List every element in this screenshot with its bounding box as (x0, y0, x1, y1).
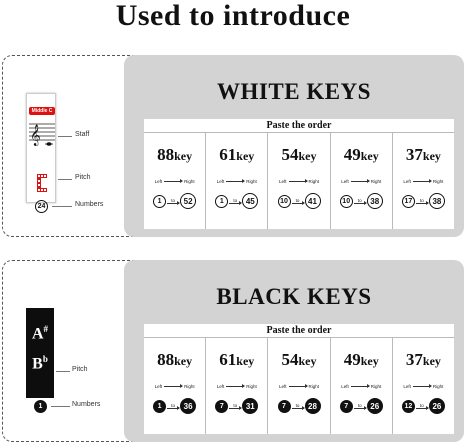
to-arrow: to (354, 198, 366, 204)
arrow-right-icon (351, 386, 369, 387)
number-range (331, 193, 392, 209)
start-number-circle: 10 (278, 195, 291, 208)
to-arrow: to (292, 198, 304, 204)
number-range (144, 398, 205, 414)
black-keys-order-card (144, 324, 454, 434)
key-column-37 (393, 338, 454, 434)
left-right-direction: Left Right (341, 384, 382, 389)
sharp-note-label: A# (31, 324, 49, 343)
arrow-right-icon (226, 181, 244, 182)
pitch-label: Pitch (72, 366, 88, 373)
start-number-circle: 7 (340, 400, 353, 413)
start-number-circle: 1 (153, 195, 166, 208)
white-key-sticker (26, 93, 56, 203)
arrow-right-icon (351, 181, 369, 182)
number-range (268, 193, 329, 209)
key-column-54 (268, 338, 330, 434)
black-keys-section (2, 260, 464, 442)
illustration-frame (2, 260, 142, 442)
start-number-circle: 12 (402, 400, 415, 413)
number-range (206, 193, 267, 209)
key-column-54 (268, 133, 330, 229)
key-count: 37key (405, 145, 441, 164)
left-right-direction: Left Right (341, 179, 382, 184)
left-right-direction: Left Right (216, 384, 257, 389)
key-count: 49key (343, 350, 379, 369)
key-count: 61key (219, 145, 255, 164)
key-column-37 (393, 133, 454, 229)
flat-note-label: $B^b$ (32, 354, 48, 373)
white-keys-heading: WHITE KEYS (217, 79, 371, 104)
key-count: 61key (219, 350, 255, 369)
key-count: 49key (343, 145, 379, 164)
key-count: 54key (281, 145, 317, 164)
start-number-circle: 1 (215, 195, 228, 208)
to-arrow: to (167, 403, 179, 409)
end-number-circle: 36 (180, 398, 196, 414)
white-keys-panel (124, 55, 464, 237)
left-right-direction: Left Right (154, 384, 195, 389)
end-number-circle: 45 (242, 193, 258, 209)
middle-c-badge: Middle C (29, 107, 55, 115)
number-range (144, 193, 205, 209)
number-range (393, 398, 454, 414)
arrow-right-icon (289, 181, 307, 182)
page-title: Used to introduce (115, 0, 351, 32)
end-number-circle: 31 (242, 398, 258, 414)
white-keys-section (2, 55, 464, 237)
number-range (331, 398, 392, 414)
start-number-circle: 7 (278, 400, 291, 413)
key-count: 54key (281, 350, 317, 369)
key-column-61 (206, 133, 268, 229)
staff-leader-line (58, 136, 72, 137)
number-range (268, 398, 329, 414)
start-number-circle: 17 (402, 195, 415, 208)
arrow-right-icon (413, 181, 431, 182)
key-column-49 (331, 338, 393, 434)
left-right-direction: Left Right (278, 384, 320, 389)
numbers-label: Numbers (75, 201, 104, 208)
key-count: 37key (405, 350, 441, 369)
arrow-right-icon (289, 386, 307, 387)
start-number-circle: 7 (215, 400, 228, 413)
end-number-circle: 38 (367, 193, 383, 209)
paste-order-label: Paste the order (144, 119, 454, 133)
to-arrow: to (229, 198, 241, 204)
end-number-circle: 26 (429, 398, 445, 414)
to-arrow: to (167, 198, 179, 204)
arrow-right-icon (164, 386, 182, 387)
start-number-circle: 10 (340, 195, 353, 208)
white-keys-order-card (144, 119, 454, 229)
pitch-leader-line (56, 371, 70, 372)
illustration-frame (2, 55, 142, 237)
black-key-sticker (26, 308, 54, 398)
to-arrow: to (416, 403, 428, 409)
end-number-circle: 41 (305, 193, 321, 209)
numbers-leader-line (52, 206, 72, 207)
key-count: 88key (157, 350, 193, 369)
to-arrow: to (292, 403, 304, 409)
left-right-direction: Left Right (216, 179, 257, 184)
key-column-88 (144, 338, 206, 434)
end-number-circle: 52 (180, 193, 196, 209)
key-count: 88key (157, 145, 193, 164)
arrow-right-icon (226, 386, 244, 387)
paste-order-label: Paste the order (144, 324, 454, 338)
key-columns (144, 338, 454, 434)
key-column-49 (331, 133, 393, 229)
numbers-leader-line (51, 406, 70, 407)
numbers-label: Numbers (72, 401, 101, 408)
number-range (206, 398, 267, 414)
left-right-direction: Left Right (154, 179, 195, 184)
svg-text:𝄞: 𝄞 (30, 125, 41, 146)
to-arrow: to (229, 403, 241, 409)
black-keys-panel (124, 260, 464, 442)
treble-staff-icon (29, 118, 55, 148)
staff-label: Staff (75, 131, 90, 138)
arrow-right-icon (164, 181, 182, 182)
left-right-direction: Left Right (403, 384, 444, 389)
pitch-label: Pitch (75, 174, 91, 181)
key-columns (144, 133, 454, 229)
start-number-circle: 1 (153, 400, 166, 413)
key-column-61 (206, 338, 268, 434)
pitch-c-icon (35, 172, 49, 194)
sample-number-circle: 1 (34, 400, 47, 413)
to-arrow: to (354, 403, 366, 409)
left-right-direction: Left Right (278, 179, 320, 184)
end-number-circle: 28 (305, 398, 321, 414)
to-arrow: to (416, 198, 428, 204)
left-right-direction: Left Right (403, 179, 444, 184)
pitch-leader-line (58, 179, 72, 180)
key-column-88 (144, 133, 206, 229)
number-range (393, 193, 454, 209)
sample-number-circle: 24 (35, 200, 48, 213)
end-number-circle: 38 (429, 193, 445, 209)
black-keys-heading: BLACK KEYS (216, 284, 372, 309)
arrow-right-icon (413, 386, 431, 387)
end-number-circle: 26 (367, 398, 383, 414)
